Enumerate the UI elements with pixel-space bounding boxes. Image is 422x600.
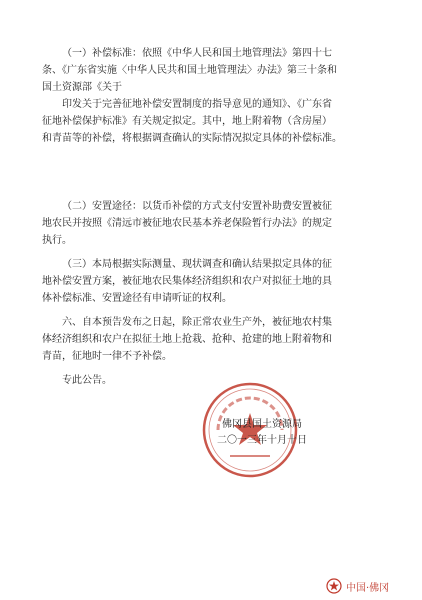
paragraph-no-compensation [42, 314, 388, 365]
text-line: （一）补偿标准：依照《中华人民和国土地管理法》第四十七 [62, 48, 332, 59]
text-line: 执行。 [42, 235, 72, 246]
text-line: 青苗，征地时一律不予补偿。 [42, 351, 172, 362]
text-line: （三）本局根据实际测量、现状调查和确认结果拟定具体的征 [62, 259, 332, 270]
text-line: （二）安置途径：以货币补偿的方式支付安置补助费安置被征 [62, 201, 332, 212]
text-line: 六、自本预告发布之日起，除正常农业生产外，被征地农村集 [62, 317, 332, 328]
text-line: 条、《广东省实施〈中华人民共和国土地管理法〉办法》第三十条和 [42, 65, 337, 76]
text-line: 体经济组织和农户在拟征土地上抢栽、抢种、抢建的地上附着物和 [42, 334, 332, 345]
issue-date: 二〇一三年十月十日 [217, 435, 307, 446]
issuer-name: 佛冈县国土资源局 [222, 419, 302, 430]
text-line: 体补偿标准、安置途径有申请听证的权利。 [42, 293, 232, 304]
signature-block [182, 417, 342, 449]
text-line: 印发关于完善征地补偿安置制度的指导意见的通知》、《广东省 [62, 99, 332, 110]
text-line: 征地补偿保护标准》有关规定拟定。其中，地上附着物（含房屋） [42, 116, 332, 127]
paragraph-compensation-standard [42, 45, 388, 147]
paragraph-resettlement [42, 198, 388, 249]
site-watermark [324, 577, 414, 595]
text-line: 地农民并按照《清远市被征地农民基本养老保险暂行办法》的规定 [42, 218, 332, 229]
watermark-logo-icon [326, 578, 342, 594]
paragraph-survey [42, 256, 388, 307]
text-line: 国土资源部《关于 [42, 82, 122, 93]
closing-text: 专此公告。 [62, 375, 112, 386]
watermark-text: 中国·佛冈 [346, 583, 390, 594]
text-line: 地补偿安置方案，被征地农民集体经济组织和农户对拟征土地的具 [42, 276, 332, 287]
text-line: 和青苗等的补偿，将根据调查确认的实际情况拟定具体的补偿标准。 [42, 133, 342, 144]
